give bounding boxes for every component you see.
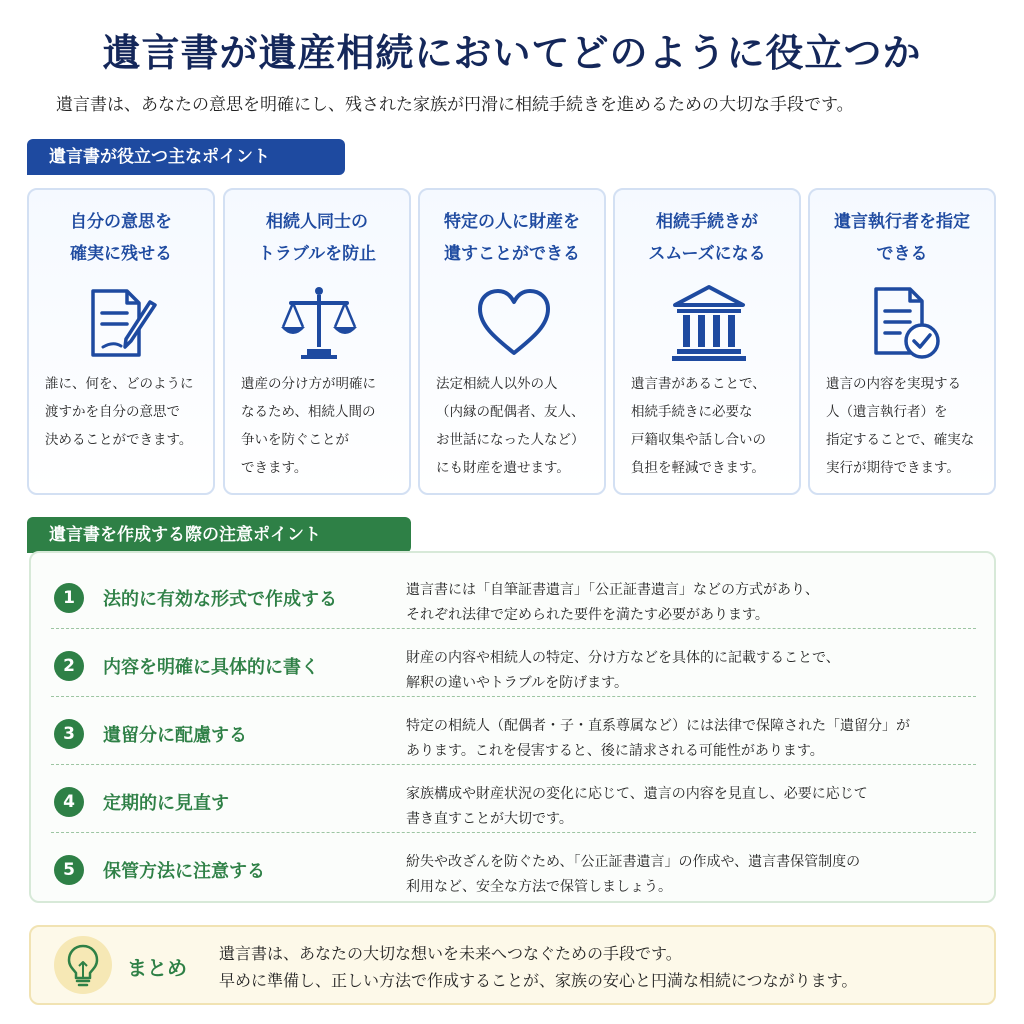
card-desc-line: 相続手続きに必要な xyxy=(631,404,753,420)
notes-panel xyxy=(29,551,996,903)
note-body-line: 紛失や改ざんを防ぐため、「公正証書遺言」の作成や、遺言書保管制度の xyxy=(406,854,861,870)
note-heading: 内容を明確に具体的に書く xyxy=(103,657,319,678)
note-body-line: 財産の内容や相続人の特定、分け方などを具体的に記載することで、 xyxy=(406,650,840,666)
card-desc-line: 渡すかを自分の意思で xyxy=(45,404,180,420)
card-title-line: トラブルを防止 xyxy=(257,244,377,264)
card-title-line: 遺すことができる xyxy=(444,244,580,264)
government-building-icon xyxy=(669,283,749,363)
card-title xyxy=(810,206,994,270)
note-number-badge: 2 xyxy=(54,651,84,681)
scales-icon xyxy=(279,283,359,363)
card-title-line: スムーズになる xyxy=(648,244,766,264)
note-row xyxy=(51,629,976,697)
summary-body-line: 早めに準備し、正しい方法で作成することが、家族の安心と円満な相続につながります。 xyxy=(219,971,858,990)
card-desc-line: 人（遺言執行者）を xyxy=(826,404,948,420)
notes-section-label: 遺言書を作成する際の注意ポイント xyxy=(27,517,411,553)
card-title xyxy=(615,206,799,270)
note-body-line: 遺言書には「自筆証書遺言」「公正証書遺言」などの方式があり、 xyxy=(406,582,819,598)
benefit-cards xyxy=(27,188,997,495)
summary-heading: まとめ xyxy=(127,956,187,980)
card-title-line: 相続人同士の xyxy=(266,212,368,232)
card-desc-line: 指定することで、確実な xyxy=(826,432,975,448)
summary-box xyxy=(29,925,996,1005)
card-title xyxy=(225,206,409,270)
note-heading: 定期的に見直す xyxy=(103,793,229,814)
note-body xyxy=(406,578,981,628)
card-desc-line: 誰に、何を、どのように xyxy=(45,376,194,392)
benefit-card xyxy=(27,188,215,495)
note-heading: 法的に有効な形式で作成する xyxy=(103,589,337,610)
card-desc-line: （内縁の配偶者、友人、 xyxy=(436,404,585,420)
card-description xyxy=(826,370,986,482)
card-title-line: できる xyxy=(876,244,928,264)
card-description xyxy=(436,370,596,482)
note-body-line: 書き直すことが大切です。 xyxy=(406,811,573,827)
card-desc-line: なるため、相続人間の xyxy=(241,404,376,420)
card-desc-line: 遺言の内容を実現する xyxy=(826,376,961,392)
note-number-badge: 1 xyxy=(54,583,84,613)
card-desc-line: できます。 xyxy=(241,460,308,476)
summary-body xyxy=(219,940,979,994)
note-body-line: それぞれ法律で定められた要件を満たす必要があります。 xyxy=(406,607,769,623)
card-title-line: 自分の意思を xyxy=(70,212,172,232)
note-number-badge: 4 xyxy=(54,787,84,817)
note-row xyxy=(51,697,976,765)
note-body xyxy=(406,714,981,764)
lightbulb-icon xyxy=(54,936,112,994)
card-title-line: 遺言執行者を指定 xyxy=(834,212,970,232)
card-desc-line: 法定相続人以外の人 xyxy=(436,376,558,392)
card-desc-line: 決めることができます。 xyxy=(45,432,193,448)
benefits-section-label: 遺言書が役立つ主なポイント xyxy=(27,139,345,175)
note-row xyxy=(51,833,976,901)
note-body-line: あります。これを侵害すると、後に請求される可能性があります。 xyxy=(406,743,824,759)
document-check-icon xyxy=(864,283,944,363)
card-description xyxy=(631,370,791,482)
card-desc-line: 戸籍収集や話し合いの xyxy=(631,432,766,448)
card-title xyxy=(29,206,213,270)
note-row xyxy=(51,765,976,833)
note-body-line: 利用など、安全な方法で保管しましょう。 xyxy=(406,879,672,895)
page-title: 遺言書が遺産相続においてどのように役立つか xyxy=(102,30,922,75)
note-body xyxy=(406,646,981,696)
note-body-line: 解釈の違いやトラブルを防げます。 xyxy=(406,675,629,691)
note-body-line: 特定の相続人（配偶者・子・直系尊属など）には法律で保障された「遺留分」が xyxy=(406,718,910,734)
benefit-card xyxy=(418,188,606,495)
card-title-line: 相続手続きが xyxy=(656,212,758,232)
card-desc-line: 負担を軽減できます。 xyxy=(631,460,765,476)
card-title-line: 特定の人に財産を xyxy=(444,212,580,232)
card-desc-line: お世話になった人など） xyxy=(436,432,585,448)
card-desc-line: 争いを防ぐことが xyxy=(241,432,349,448)
card-desc-line: 遺産の分け方が明確に xyxy=(241,376,376,392)
card-desc-line: 遺言書があることで、 xyxy=(631,376,766,392)
benefit-card xyxy=(223,188,411,495)
benefit-card xyxy=(613,188,801,495)
note-heading: 遺留分に配慮する xyxy=(103,725,247,746)
note-number-badge: 3 xyxy=(54,719,84,749)
note-body xyxy=(406,850,981,900)
benefit-card xyxy=(808,188,996,495)
heart-icon xyxy=(474,283,554,363)
note-body xyxy=(406,782,981,832)
card-description xyxy=(241,370,401,482)
summary-body-line: 遺言書は、あなたの大切な想いを未来へつなぐための手段です。 xyxy=(219,944,682,963)
card-title-line: 確実に残せる xyxy=(70,244,172,264)
card-desc-line: 実行が期待できます。 xyxy=(826,460,960,476)
document-pen-icon xyxy=(83,283,163,363)
intro-text: 遺言書は、あなたの意思を明確にし、残された家族が円滑に相続手続きを進めるための大切な手段です。 xyxy=(56,95,854,115)
note-row xyxy=(51,561,976,629)
card-desc-line: にも財産を遺せます。 xyxy=(436,460,570,476)
card-description xyxy=(45,370,205,454)
note-number-badge: 5 xyxy=(54,855,84,885)
note-heading: 保管方法に注意する xyxy=(103,861,265,882)
card-title xyxy=(420,206,604,270)
note-body-line: 家族構成や財産状況の変化に応じて、遺言の内容を見直し、必要に応じて xyxy=(406,786,868,802)
